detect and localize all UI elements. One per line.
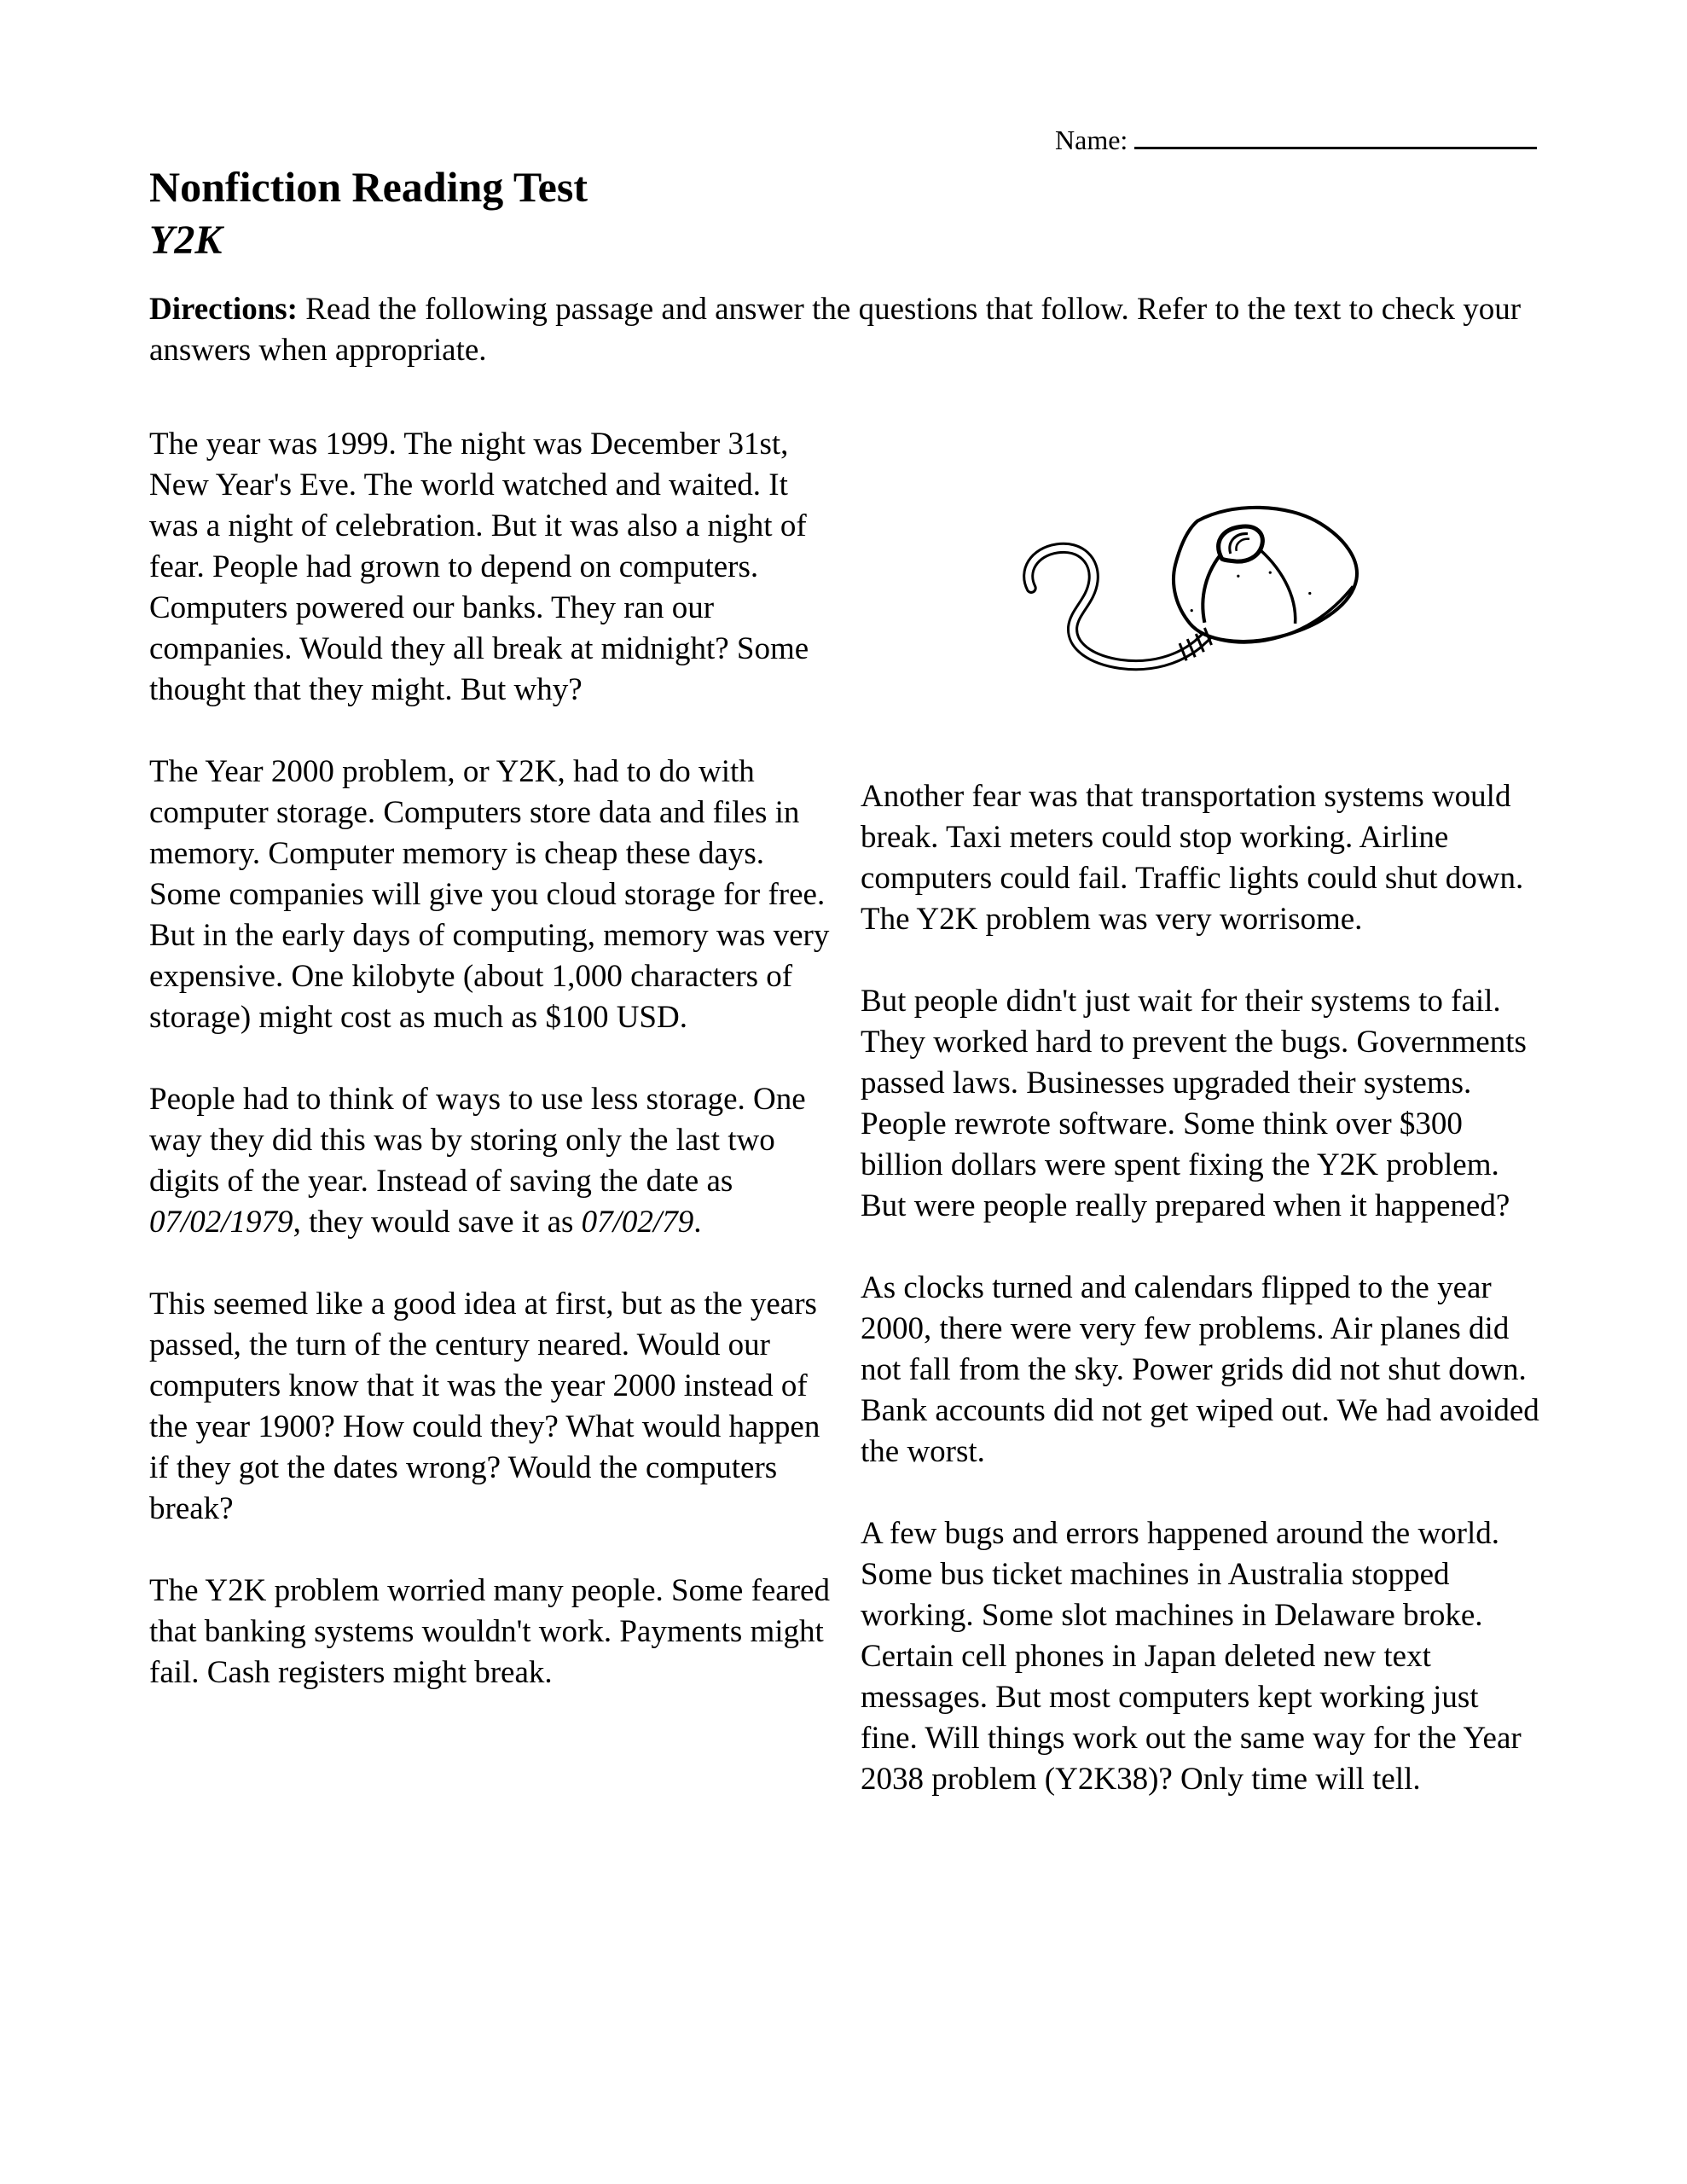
computer-mouse-illustration — [1023, 497, 1402, 700]
date-example-long: 07/02/1979 — [149, 1205, 293, 1240]
passage-paragraph: But people didn't just wait for their systems to fail. They worked hard to prevent the bugs. Governments passed laws. Businesses upgraded their systems. People rewrote software. Some think over $300 billion dollars were spent fixing the Y2K problem. But were people really prepared when it happened? — [861, 984, 1527, 1223]
paragraph-text: . — [693, 1205, 702, 1240]
passage-paragraph: The Year 2000 problem, or Y2K, had to do with computer storage. Computers store data and files in memory. Computer memory is cheap these days. Some companies will give you cloud storage for free. But in the early days of computing, memory was very expensive. One kilobyte (about 1,000 characters of storage) might cost as much as $100 USD. — [149, 754, 830, 1035]
passage-paragraph: The Y2K problem worried many people. Some feared that banking systems wouldn't work. Payments might fail. Cash registers might break. — [149, 1573, 830, 1690]
directions-label: Directions: — [149, 292, 298, 327]
passage-paragraph — [149, 1079, 830, 1243]
right-column — [861, 424, 1541, 1841]
passage-paragraph: As clocks turned and calendars flipped to the year 2000, there were very few problems. Air planes did not fall from the sky. Power grids did not shut down. Bank accounts did not get wiped out. We had avoided the worst. — [861, 1270, 1539, 1469]
name-input-line[interactable] — [1134, 118, 1537, 149]
content-area — [149, 162, 1541, 1841]
date-example-short: 07/02/79 — [581, 1205, 694, 1240]
passage-paragraph: A few bugs and errors happened around the world. Some bus ticket machines in Australia stopped working. Some slot machines in Delaware broke. Certain cell phones in Japan deleted new text messages. But most computers kept working just fine. Will things work out the same way for the Year 2038 problem (Y2K38)? Only time will tell. — [861, 1516, 1522, 1797]
name-row — [1055, 118, 1537, 156]
passage-paragraph: Another fear was that transportation systems would break. Taxi meters could stop working. Airline computers could fail. Traffic lights could shut down. The Y2K problem was very worrisome. — [861, 779, 1524, 937]
page-subtitle: Y2K — [149, 218, 223, 263]
left-column — [149, 424, 830, 1841]
passage-paragraph: This seemed like a good idea at first, but as the years passed, the turn of the century neared. Would our computers know that it was the year 2000 instead of the year 1900? How could they? What would happen if they got the dates wrong? Would the computers break? — [149, 1287, 820, 1526]
page-title: Nonfiction Reading Test — [149, 163, 588, 211]
passage-paragraph: The year was 1999. The night was December 31st, New Year's Eve. The world watched and waited. It was a night of celebration. But it was also a night of fear. People had grown to depend on computers. Computers powered our banks. They ran our companies. Would they all break at midnight? Some thought that they might. But why? — [149, 427, 809, 707]
paragraph-text: People had to think of ways to use less storage. One way they did this was by storing only the last two digits of the year. Instead of saving the date as — [149, 1082, 806, 1199]
directions-text: Read the following passage and answer the questions that follow. Refer to the text to check your answers when appropriate. — [149, 292, 1522, 368]
passage-columns — [149, 424, 1541, 1841]
name-label: Name: — [1055, 125, 1128, 155]
directions — [149, 289, 1541, 371]
computer-mouse-icon — [1023, 497, 1402, 700]
paragraph-text: , they would save it as — [293, 1205, 582, 1240]
